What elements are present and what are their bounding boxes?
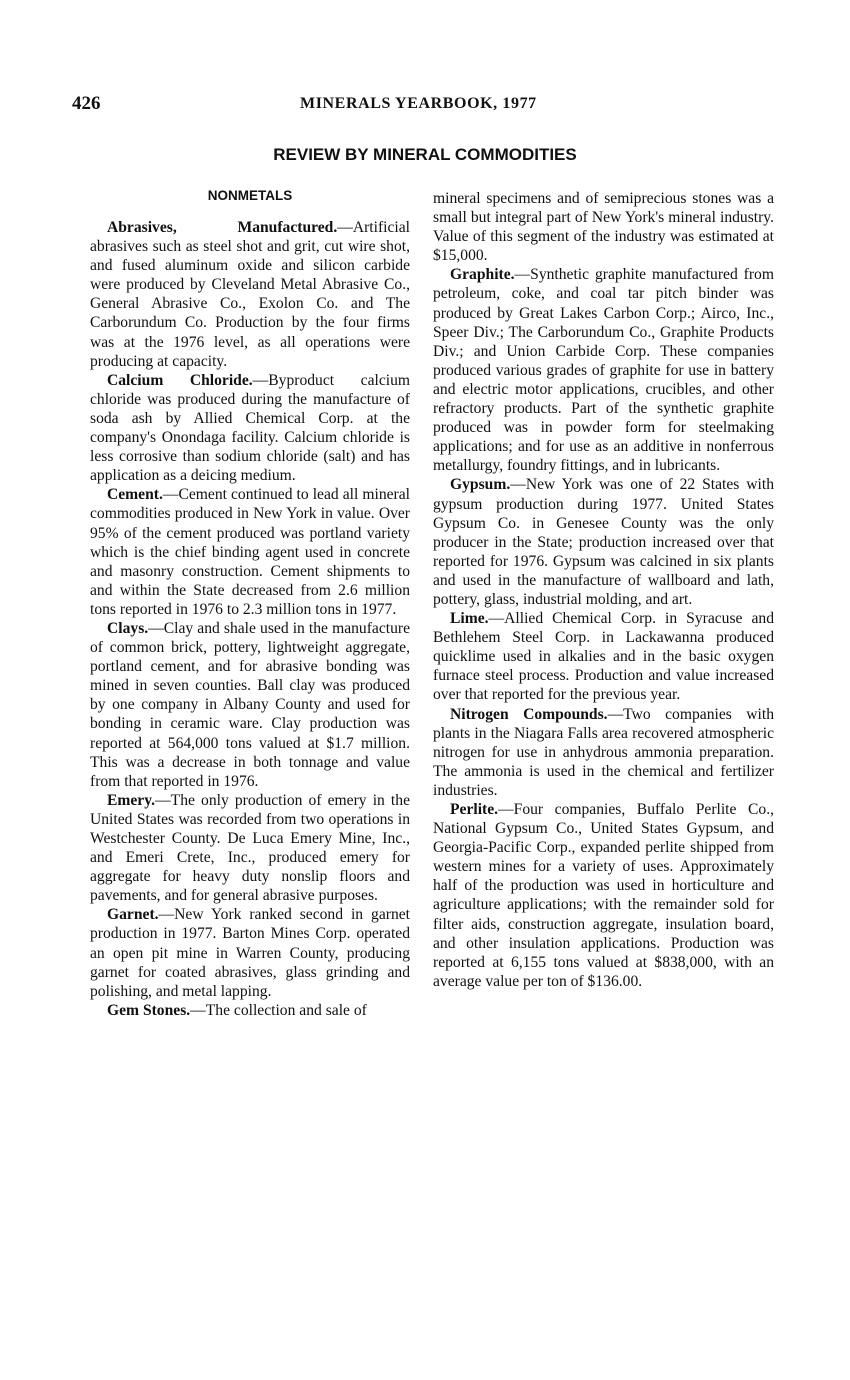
page-number: 426: [72, 93, 101, 114]
paragraph-heading: Calcium Chloride.: [107, 371, 253, 389]
paragraph-heading: Lime.: [450, 610, 489, 628]
paragraph-heading: Nitrogen Compounds.: [450, 705, 608, 723]
paragraph-calcium-chloride: [90, 371, 410, 486]
paragraph-heading: Cement.: [107, 486, 163, 504]
paragraph-text: —Clay and shale used in the manufacture of common brick, pottery, lightweight aggregate, portland cement, and for abrasive bonding was mined in seven counties. Ball clay was produced by one company in Albany County and used for bonding in ceramic ware. Clay production was reported at 564,000 tons valued at $1.7 million. This was a decrease in both tonnage and value from that reported in 1976.: [90, 619, 410, 790]
paragraph-text: —Synthetic graphite manufactured from petroleum, coke, and coal tar pitch binder was produced by Great Lakes Carbon Corp.; Airco, Inc., Speer Div.; The Carborundum Co., Graphite Products Div.; and Union Carbide Corp. These companies produced various grades of graphite for use in battery and electric motor applications, crucibles, and other refractory products. Part of the synthetic graphite produced was in powder form for steelmaking applications; and for use as an additive in nonferrous metallurgy, foundry fittings, and in lubricants.: [433, 266, 774, 475]
paragraph-gypsum: [433, 475, 774, 609]
paragraph-text: —Allied Chemical Corp. in Syracuse and Bethlehem Steel Corp. in Lackawanna produced quicklime used in alkalies and in the basic oxygen furnace steel process. Production and value increased over that reported for the previous year.: [433, 610, 774, 704]
section-title: REVIEW BY MINERAL COMMODITIES: [273, 145, 577, 164]
paragraph-text: mineral specimens and of semiprecious stones was a small but integral part of New York's mineral industry. Value of this segment of the industry was estimated at $15,000.: [433, 190, 774, 265]
subheading-nonmetals: NONMETALS: [207, 188, 293, 203]
paragraph-text: —New York was one of 22 States with gypsum production during 1977. United States Gypsum Co. in Genesee County was the only producer in the State; production increased over that reported for 1976. Gypsum was calcined in six plants and used in the manufacture of wallboard and lath, pottery, glass, industrial molding, and art.: [433, 476, 774, 608]
paragraph-text: —Byproduct calcium chloride was produced during the manufacture of soda ash by Allied Chemical Corp. at the company's Onondaga facility. Calcium chloride is less corrosive than sodium chloride (salt) and has application as a deicing medium.: [90, 371, 410, 485]
paragraph-gem-stones-continued: [433, 189, 774, 265]
paragraph-heading: Gypsum.: [450, 476, 511, 494]
paragraph-emery: [90, 791, 410, 906]
paragraph-text: —Cement continued to lead all mineral commodities produced in New York in value. Over 95% of the cement produced was portland variety which is the chief binding agent used in concrete and masonry construction. Cement shipments to and within the State decreased from 2.6 million tons reported in 1976 to 2.3 million tons in 1977.: [90, 486, 410, 618]
running-title: MINERALS YEARBOOK, 1977: [300, 95, 537, 112]
paragraph-cement: [90, 485, 410, 619]
paragraph-text: —Two companies with plants in the Niagara Falls area recovered atmospheric nitrogen for use in anhydrous ammonia preparation. The ammonia is used in the chemical and fertilizer industries.: [433, 705, 774, 799]
paragraph-text: —The only production of emery in the United States was recorded from two operations in Westchester County. De Luca Emery Mine, Inc., and Emeri Crete, Inc., produced emery for aggregate for heavy duty nonslip floors and pavements, and for general abrasive purposes.: [90, 791, 410, 905]
paragraph-abrasives: [90, 218, 410, 371]
paragraph-heading: Abrasives, Manufactured.: [107, 219, 338, 236]
right-column: [433, 189, 774, 991]
paragraph-text: —The collection and sale of: [190, 1001, 367, 1019]
paragraph-graphite: [433, 265, 774, 475]
left-column: [90, 218, 410, 1020]
paragraph-gem-stones: [90, 1001, 410, 1020]
paragraph-heading: Perlite.: [450, 801, 499, 818]
paragraph-heading: Emery.: [107, 791, 156, 809]
paragraph-garnet: [90, 905, 410, 1000]
paragraph-heading: Gem Stones.: [107, 1001, 191, 1019]
paragraph-heading: Clays.: [107, 619, 149, 637]
paragraph-clays: [90, 619, 410, 791]
paragraph-heading: Garnet.: [107, 906, 159, 924]
paragraph-heading: Graphite.: [450, 266, 515, 284]
paragraph-nitrogen-compounds: [433, 705, 774, 800]
paragraph-text: —Artificial abrasives such as steel shot and grit, cut wire shot, and fused aluminum oxide and silicon carbide were produced by Cleveland Metal Abrasive Co., General Abrasive Co., Exolon Co. and The Carborundum Co. Production by the four firms was at the 1976 level, as all operations were producing at capacity.: [90, 219, 410, 370]
paragraph-perlite: [433, 800, 774, 991]
paragraph-lime: [433, 609, 774, 704]
paragraph-text: —Four companies, Buffalo Perlite Co., National Gypsum Co., United States Gypsum, and Georgia-Pacific Corp., expanded perlite shipped from western mines for a variety of uses. Approximately half of the production was used in horticulture and agriculture applications; with the remainder sold for filter aids, construction aggregate, insulation board, and other insulation applications. Production was reported at 6,155 tons valued at $838,000, with an average value per ton of $136.00.: [433, 801, 774, 990]
paragraph-text: —New York ranked second in garnet production in 1977. Barton Mines Corp. operated an open pit mine in Warren County, producing garnet for coated abrasives, glass grinding and polishing, and metal lapping.: [90, 906, 410, 1000]
